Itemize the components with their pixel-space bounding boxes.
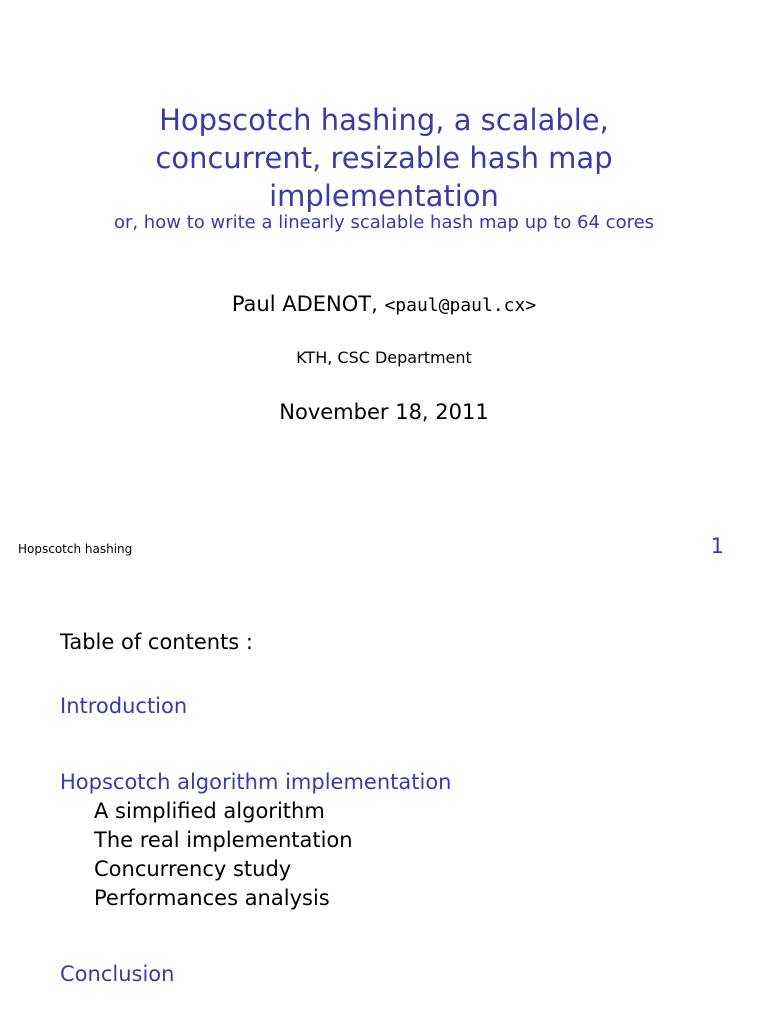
contents-slide <box>0 575 768 1024</box>
page-number: 1 <box>710 534 724 558</box>
slide-title-line-3: implementation <box>269 179 499 213</box>
toc-subitem-concurrency-study[interactable]: Concurrency study <box>94 857 292 881</box>
slide-title-line-1: Hopscotch hashing, a scalable, <box>159 103 609 137</box>
slide-title-line-2: concurrent, resizable hash map <box>155 141 613 175</box>
toc-item-conclusion[interactable]: Conclusion <box>60 962 175 986</box>
toc-subitem-real-implementation[interactable]: The real implementation <box>94 828 353 852</box>
toc-item-introduction[interactable]: Introduction <box>60 694 188 718</box>
presentation-date: November 18, 2011 <box>279 400 489 424</box>
author-line <box>0 290 768 320</box>
author-name: Paul ADENOT, <box>231 292 385 316</box>
toc-heading: Table of contents : <box>60 630 253 654</box>
toc-subitem-performances-analysis[interactable]: Performances analysis <box>94 886 330 910</box>
toc-subitem-simplified-algorithm[interactable]: A simplified algorithm <box>94 799 325 823</box>
toc-item-hopscotch-algorithm[interactable]: Hopscotch algorithm implementation <box>60 770 452 794</box>
institute: KTH, CSC Department <box>296 348 472 367</box>
slide-subtitle: or, how to write a linearly scalable hash map up to 64 cores <box>113 212 655 233</box>
footer-title: Hopscotch hashing <box>18 542 133 556</box>
author-email: <paul@paul.cx> <box>384 295 537 316</box>
